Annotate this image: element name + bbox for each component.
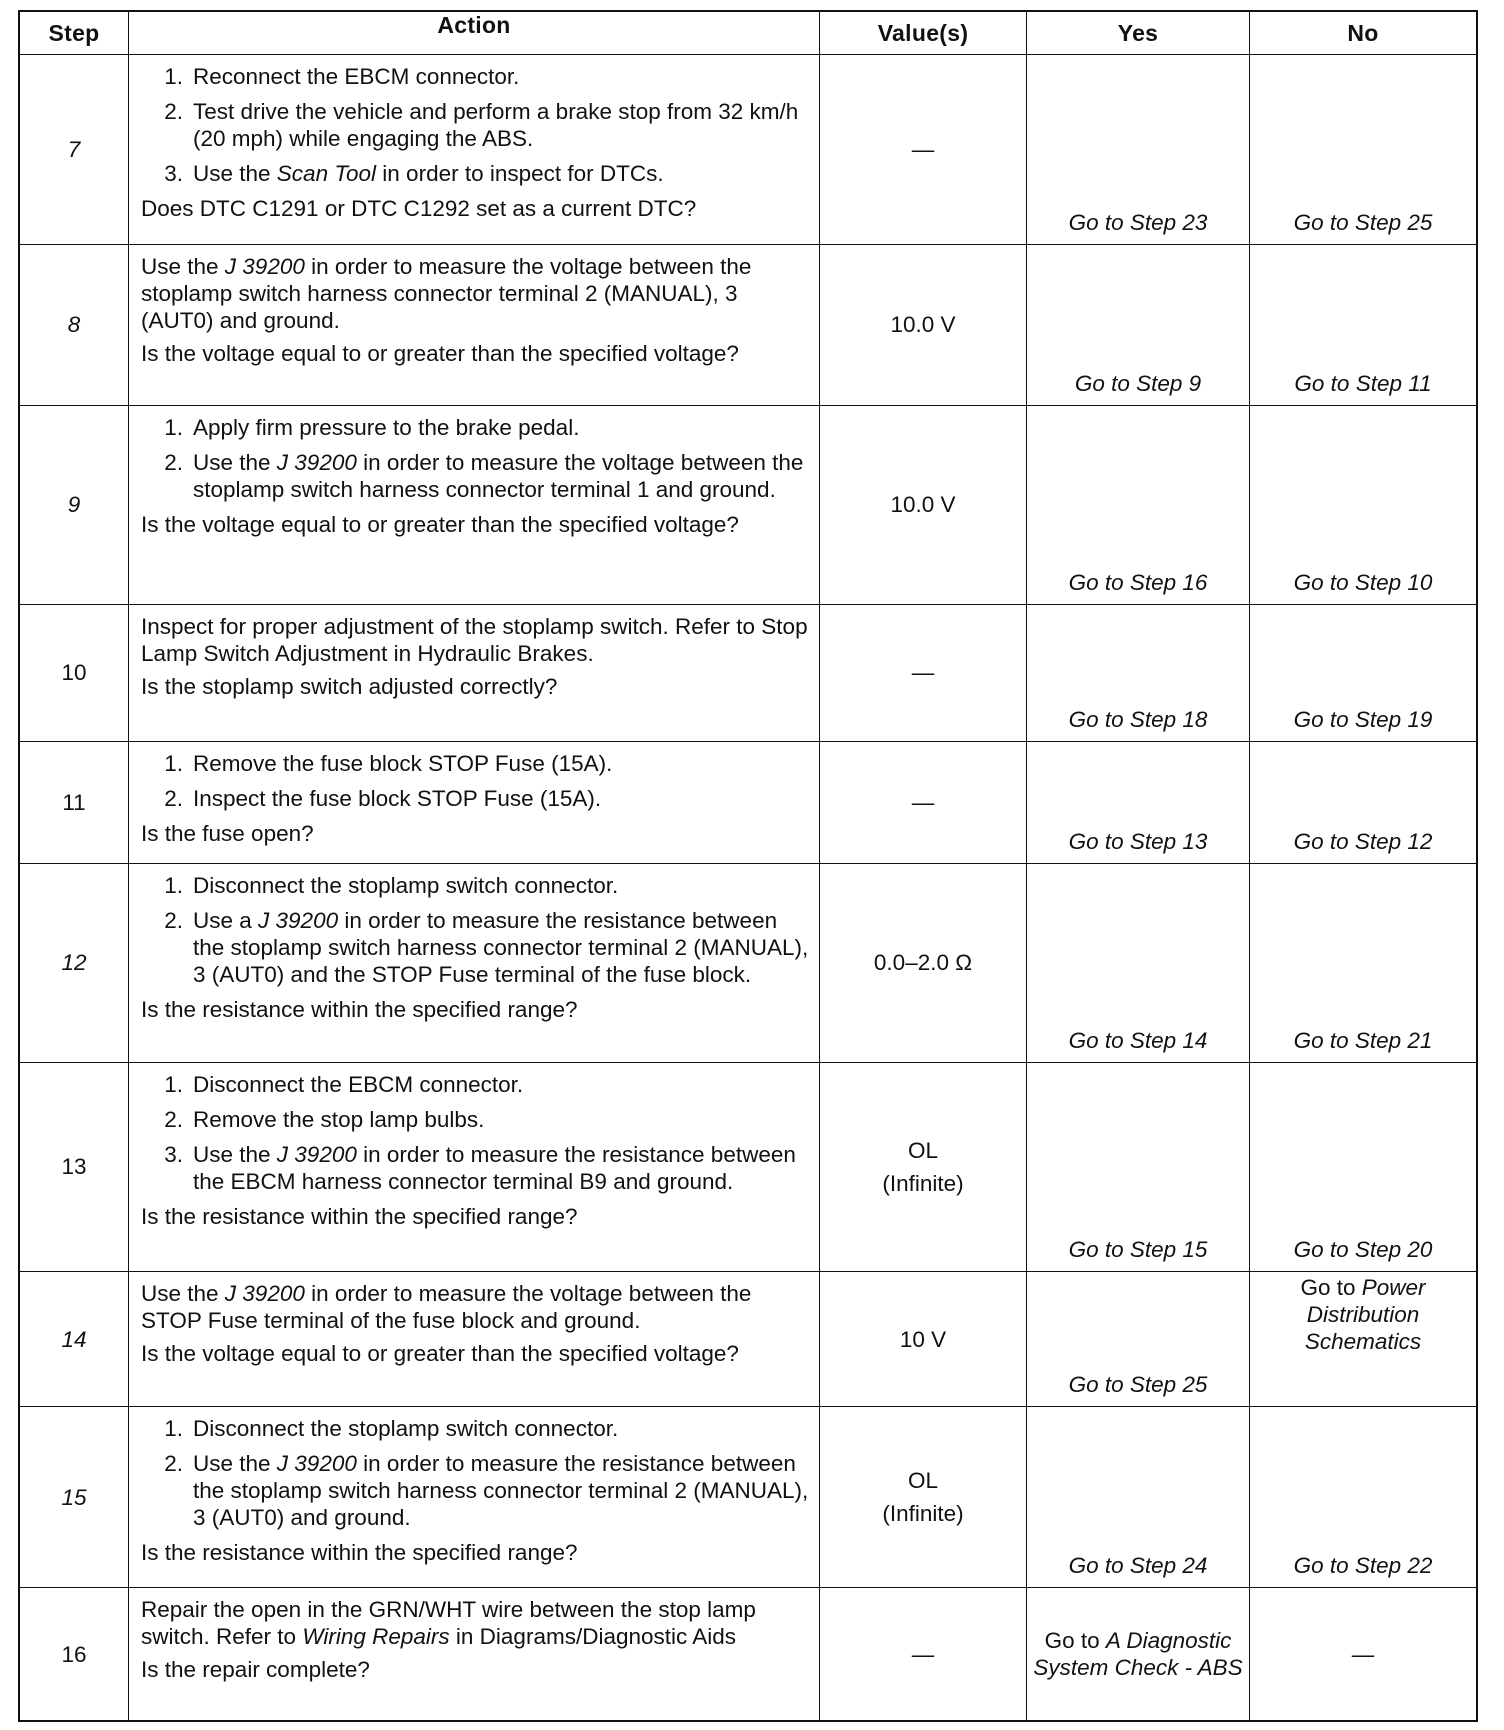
schematics-link[interactable]: Power Distribution Schematics: [1304, 1275, 1426, 1355]
action-cell: [129, 406, 820, 604]
action-cell: [129, 1588, 820, 1721]
table-row-step-12: [19, 864, 1477, 1062]
no-cell[interactable]: Go to Power Distribution Schematics: [1250, 1272, 1478, 1407]
value-line: OL: [907, 1468, 938, 1494]
yes-cell[interactable]: Go to Step 18: [1027, 604, 1250, 741]
tool-reference: J 39200: [276, 1451, 357, 1477]
value-cell: 0.0–2.0 Ω: [820, 864, 1027, 1062]
action-step: 2. Remove the stop lamp bulbs.: [164, 1106, 485, 1132]
action-question: Is the fuse open?: [141, 821, 314, 847]
action-step: 2. Use a J 39200 in order to measure the resistance between the stoplamp switch harness connector terminal 2 (MANUAL), 3 (AUT0) and the STOP Fuse terminal of the fuse block.: [164, 908, 809, 988]
table-row-step-8: [19, 244, 1477, 405]
tool-reference: J 39200: [258, 908, 339, 934]
action-question: Is the resistance within the specified range?: [141, 1540, 578, 1566]
no-cell[interactable]: Go to Step 12: [1250, 742, 1478, 864]
action-step: 2. Use the J 39200 in order to measure the resistance between the stoplamp switch harness connector terminal 2 (MANUAL), 3 (AUT0) and ground.: [164, 1451, 809, 1531]
value-cell: 10.0 V: [820, 406, 1027, 604]
no-cell: —: [1250, 1588, 1478, 1721]
yes-cell[interactable]: Go to Step 15: [1027, 1062, 1250, 1271]
action-step: 1. Disconnect the stoplamp switch connector.: [164, 1416, 619, 1442]
yes-cell[interactable]: Go to Step 9: [1027, 244, 1250, 405]
action-step: 1. Reconnect the EBCM connector.: [164, 64, 520, 89]
step-number: 15: [19, 1407, 129, 1588]
yes-cell[interactable]: Go to Step 13: [1027, 742, 1250, 864]
action-text: Inspect for proper adjustment of the stoplamp switch. Refer to Stop Lamp Switch Adjustment in Hydraulic Brakes.: [141, 613, 808, 666]
tool-reference: J 39200: [224, 1281, 305, 1307]
action-step: 1. Disconnect the stoplamp switch connector.: [164, 873, 619, 899]
action-question: Is the voltage equal to or greater than the specified voltage?: [141, 512, 739, 538]
action-steps: [141, 750, 809, 812]
no-cell[interactable]: Go to Step 20: [1250, 1062, 1478, 1271]
action-cell: [129, 864, 820, 1062]
no-cell[interactable]: Go to Step 22: [1250, 1407, 1478, 1588]
action-step: 2. Use the J 39200 in order to measure the voltage between the stoplamp switch harness connector terminal 1 and ground.: [164, 450, 804, 503]
no-cell[interactable]: Go to Step 21: [1250, 864, 1478, 1062]
action-step: 2. Inspect the fuse block STOP Fuse (15A).: [164, 786, 602, 812]
action-steps: [141, 1415, 809, 1531]
diagnostic-check-link[interactable]: A Diagnostic System Check - ABS: [1033, 1628, 1243, 1681]
value-cell: —: [820, 55, 1027, 245]
value-line: (Infinite): [882, 1501, 964, 1527]
action-question: Does DTC C1291 or DTC C1292 set as a current DTC?: [141, 196, 697, 221]
step-number: 14: [19, 1272, 129, 1407]
action-cell: [129, 244, 820, 405]
diagnostic-table: [18, 10, 1478, 1722]
yes-cell[interactable]: Go to Step 23: [1027, 55, 1250, 245]
action-cell: [129, 1407, 820, 1588]
value-line: OL: [907, 1137, 938, 1163]
table-row-step-11: [19, 742, 1477, 864]
value-cell: —: [820, 742, 1027, 864]
wiring-repairs-link[interactable]: Wiring Repairs: [302, 1624, 450, 1650]
yes-cell[interactable]: Go to Step 25: [1027, 1272, 1250, 1407]
tool-reference: Scan Tool: [276, 161, 377, 186]
value-cell: —: [820, 604, 1027, 741]
action-question: Is the stoplamp switch adjusted correctly?: [141, 673, 558, 699]
step-number: 12: [19, 864, 129, 1062]
header-no: No: [1250, 11, 1478, 55]
table-row-step-15: [19, 1407, 1477, 1588]
header-yes: Yes: [1027, 11, 1250, 55]
no-cell[interactable]: Go to Step 25: [1250, 55, 1478, 245]
value-line: (Infinite): [882, 1170, 964, 1196]
action-steps: [141, 872, 809, 988]
action-question: Is the voltage equal to or greater than the specified voltage?: [141, 340, 739, 366]
header-values: Value(s): [820, 11, 1027, 55]
action-cell: [129, 55, 820, 245]
table-row-step-9: [19, 406, 1477, 604]
action-question: Is the resistance within the specified range?: [141, 1203, 578, 1229]
action-text: Use the J 39200 in order to measure the voltage between the STOP Fuse terminal of the fuse block and ground.: [141, 1281, 752, 1334]
action-step: 1. Apply firm pressure to the brake pedal.: [164, 415, 580, 441]
value-cell: [820, 1407, 1027, 1588]
action-step: 2. Test drive the vehicle and perform a brake stop from 32 km/h (20 mph) while engaging the ABS.: [164, 99, 799, 151]
step-number: 16: [19, 1588, 129, 1721]
action-steps: [141, 414, 809, 503]
header-row: [19, 11, 1477, 55]
value-cell: 10.0 V: [820, 244, 1027, 405]
value-cell: [820, 1062, 1027, 1271]
table-row-step-7: [19, 55, 1477, 245]
tool-reference: J 39200: [224, 253, 305, 279]
tool-reference: J 39200: [276, 1141, 357, 1167]
yes-cell[interactable]: Go to A Diagnostic System Check - ABS: [1027, 1588, 1250, 1721]
action-step: 1. Disconnect the EBCM connector.: [164, 1071, 524, 1097]
step-number: 11: [19, 742, 129, 864]
table-row-step-13: [19, 1062, 1477, 1271]
header-step: Step: [19, 11, 129, 55]
action-text: Repair the open in the GRN/WHT wire between the stop lamp switch. Refer to Wiring Repairs in Diagrams/Diagnostic Aids: [141, 1597, 756, 1650]
no-cell[interactable]: Go to Step 10: [1250, 406, 1478, 604]
action-cell: [129, 604, 820, 741]
action-question: Is the repair complete?: [141, 1657, 370, 1683]
step-number: 9: [19, 406, 129, 604]
action-steps: [141, 63, 809, 187]
yes-cell[interactable]: Go to Step 24: [1027, 1407, 1250, 1588]
table-row-step-16: [19, 1588, 1477, 1721]
action-steps: [141, 1071, 809, 1195]
header-action: Action: [129, 11, 820, 55]
step-number: 7: [19, 55, 129, 245]
action-cell: [129, 742, 820, 864]
action-text: Use the J 39200 in order to measure the voltage between the stoplamp switch harness connector terminal 2 (MANUAL), 3 (AUT0) and ground.: [141, 253, 752, 333]
yes-cell[interactable]: Go to Step 16: [1027, 406, 1250, 604]
no-cell[interactable]: Go to Step 11: [1250, 244, 1478, 405]
step-number: 8: [19, 244, 129, 405]
table-row-step-10: [19, 604, 1477, 741]
action-question: Is the voltage equal to or greater than the specified voltage?: [141, 1341, 739, 1367]
action-cell: [129, 1062, 820, 1271]
action-cell: [129, 1272, 820, 1407]
action-step: 3. Use the Scan Tool in order to inspect for DTCs.: [164, 161, 664, 186]
action-question: Is the resistance within the specified range?: [141, 997, 578, 1023]
table-row-step-14: [19, 1272, 1477, 1407]
no-cell[interactable]: Go to Step 19: [1250, 604, 1478, 741]
tool-reference: J 39200: [276, 450, 357, 476]
action-step: 3. Use the J 39200 in order to measure the resistance between the EBCM harness connector terminal B9 and ground.: [164, 1141, 796, 1194]
step-number: 10: [19, 604, 129, 741]
value-cell: —: [820, 1588, 1027, 1721]
yes-cell[interactable]: Go to Step 14: [1027, 864, 1250, 1062]
action-step: 1. Remove the fuse block STOP Fuse (15A).: [164, 751, 613, 777]
value-cell: 10 V: [820, 1272, 1027, 1407]
step-number: 13: [19, 1062, 129, 1271]
